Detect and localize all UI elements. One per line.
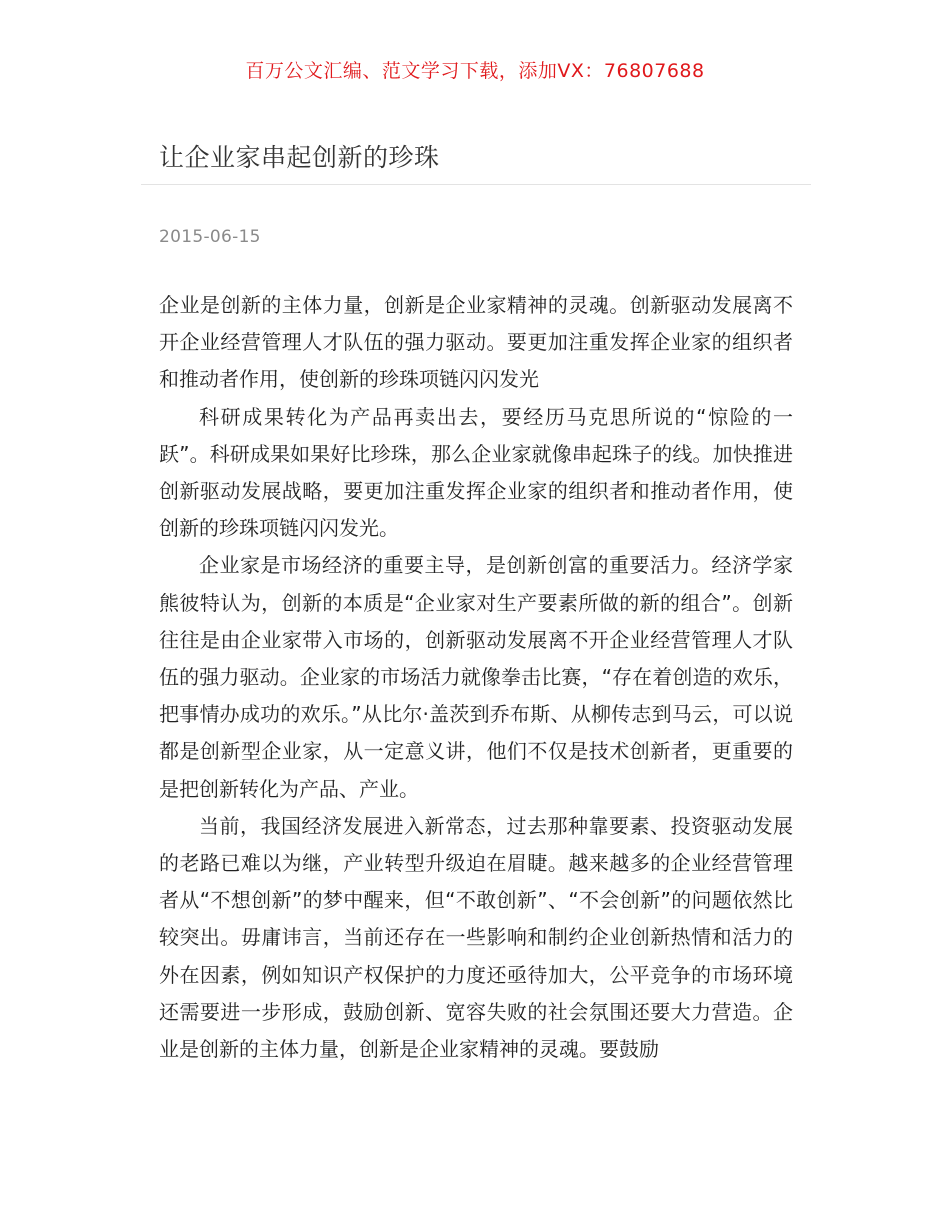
article-body — [159, 287, 793, 1068]
header-banner: 百万公文汇编、范文学习下载，添加VX：76807688 — [245, 60, 705, 82]
title-divider — [141, 184, 811, 185]
paragraph-4: 当前，我国经济发展进入新常态，过去那种靠要素、投资驱动发展的老路已难以为继，产业转型升级迫在眉睫。越来越多的企业经营管理者从“不想创新”的梦中醒来，但“不敢创新”、“不会创新”的问题依然比较突出。毋庸讳言，当前还存在一些影响和制约企业创新热情和活力的外在因素，例如知识产权保护的力度还亟待加大，公平竞争的市场环境还需要进一步形成，鼓励创新、宽容失败的社会氛围还要大力营造。企业是创新的主体力量，创新是企业家精神的灵魂。要鼓励 — [159, 813, 793, 1062]
paragraph-3: 企业家是市场经济的重要主导，是创新创富的重要活力。经济学家熊彼特认为，创新的本质是“企业家对生产要素所做的新的组合”。创新往往是由企业家带入市场的，创新驱动发展离不开企业经营管理人才队伍的强力驱动。企业家的市场活力就像拳击比赛，“存在着创造的欢乐，把事情办成功的欢乐。”从比尔·盖茨到乔布斯、从柳传志到马云，可以说都是创新型企业家，从一定意义讲，他们不仅是技术创新者，更重要的是把创新转化为产品、产业。 — [159, 553, 793, 801]
article-date: 2015-06-15 — [159, 227, 261, 247]
paragraph-1: 企业是创新的主体力量，创新是企业家精神的灵魂。创新驱动发展离不开企业经营管理人才队伍的强力驱动。要更加注重发挥企业家的组织者和推动者作用，使创新的珍珠项链闪闪发光 — [159, 293, 793, 392]
paragraph-2: 科研成果转化为产品再卖出去，要经历马克思所说的“惊险的一跃”。科研成果如果好比珍珠，那么企业家就像串起珠子的线。加快推进创新驱动发展战略，要更加注重发挥企业家的组织者和推动者作用，使创新的珍珠项链闪闪发光。 — [159, 404, 793, 541]
article-title: 让企业家串起创新的珍珠 — [159, 143, 440, 172]
